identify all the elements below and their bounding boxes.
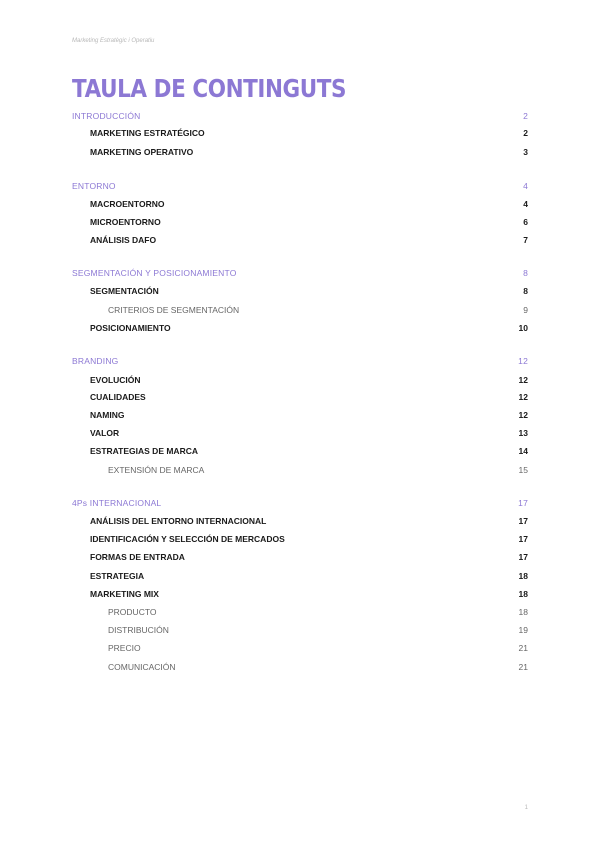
toc-entry[interactable] [72,514,528,528]
toc-entry[interactable] [72,532,528,546]
toc-entry-title: MACROENTORNO [90,199,165,209]
toc-entry-page: 15 [518,465,528,475]
toc-entry-title: ESTRATEGIA [90,571,145,581]
toc-entry-page: 2 [523,128,528,138]
toc-entry-title: IDENTIFICACIÓN Y SELECCIÓN DE MERCADOS [90,534,285,544]
toc-entry-title: VALOR [90,428,120,438]
toc-entry-page: 8 [523,286,528,296]
toc-entry[interactable] [72,660,528,674]
toc-entry-title: ANÁLISIS DEL ENTORNO INTERNACIONAL [90,516,267,526]
toc-entry-page: 17 [518,516,528,526]
toc-entry[interactable] [72,215,528,229]
toc-entry-title: INTRODUCCIÓN [72,111,141,121]
toc-entry-page: 10 [518,323,528,333]
toc-entry-title: ANÁLISIS DAFO [90,235,157,245]
toc-entry-title: CRITERIOS DE SEGMENTACIÓN [108,305,240,315]
toc-entry-page: 13 [518,428,528,438]
toc-entry[interactable] [72,463,528,477]
toc-entry[interactable] [72,303,528,317]
toc-entry[interactable] [72,496,528,510]
toc-entry-title: MICROENTORNO [90,217,161,227]
toc-entry-page: 4 [523,181,528,191]
toc-entry-title: DISTRIBUCIÓN [108,625,169,635]
page-number: 1 [524,805,528,811]
toc-entry-title: SEGMENTACIÓN [90,286,159,296]
toc-entry-page: 21 [518,643,528,653]
toc-entry-title: MARKETING ESTRATÉGICO [90,128,205,138]
toc-entry-title: FORMAS DE ENTRADA [90,552,185,562]
toc-entry-page: 21 [518,662,528,672]
toc-entry-page: 18 [518,589,528,599]
toc-entry[interactable] [72,145,528,159]
toc-entry[interactable] [72,233,528,247]
toc-entry-page: 4 [523,199,528,209]
toc-entry-page: 18 [518,571,528,581]
toc-entry[interactable] [72,587,528,601]
toc-entry-page: 3 [523,147,528,157]
toc-entry[interactable] [72,354,528,368]
toc-entry-page: 2 [523,111,528,121]
toc-entry-page: 12 [518,356,528,366]
toc-entry[interactable] [72,605,528,619]
toc-entry-title: PRODUCTO [108,607,157,617]
toc-entry-title: SEGMENTACIÓN Y POSICIONAMIENTO [72,268,237,278]
toc-entry-title: BRANDING [72,356,119,366]
running-header: Marketing Estratègic i Operatiu [72,38,155,44]
toc-entry[interactable] [72,109,528,123]
toc-entry-title: POSICIONAMIENTO [90,323,171,333]
toc-entry[interactable] [72,179,528,193]
toc-entry[interactable] [72,197,528,211]
toc-entry-title: NAMING [90,410,125,420]
toc-entry-title: CUALIDADES [90,392,146,402]
toc-entry-title: ESTRATEGIAS DE MARCA [90,446,198,456]
toc-entry[interactable] [72,623,528,637]
toc-entry-title: MARKETING OPERATIVO [90,147,194,157]
toc-entry[interactable] [72,426,528,440]
toc-entry-title: EXTENSIÓN DE MARCA [108,465,205,475]
toc-entry[interactable] [72,126,528,140]
toc-entry-page: 17 [518,498,528,508]
toc-entry-page: 18 [518,607,528,617]
toc-entry[interactable] [72,408,528,422]
toc-entry-title: COMUNICACIÓN [108,662,176,672]
toc-entry-title: EVOLUCIÓN [90,375,141,385]
page-title: TAULA DE CONTINGUTS [72,74,347,103]
toc-entry-title: MARKETING MIX [90,589,159,599]
toc-entry[interactable] [72,569,528,583]
toc-entry-page: 9 [523,305,528,315]
toc-entry[interactable] [72,266,528,280]
toc-entry[interactable] [72,321,528,335]
toc-entry[interactable] [72,390,528,404]
toc-entry-page: 12 [518,375,528,385]
toc-entry[interactable] [72,550,528,564]
toc-entry-page: 12 [518,410,528,420]
toc-entry-page: 19 [518,625,528,635]
toc-entry[interactable] [72,641,528,655]
toc-entry-title: 4Ps INTERNACIONAL [72,498,162,508]
toc-entry-page: 8 [523,268,528,278]
toc-entry-title: ENTORNO [72,181,116,191]
toc-entry[interactable] [72,444,528,458]
toc-entry-page: 6 [523,217,528,227]
toc-entry-page: 17 [518,552,528,562]
toc-entry-page: 17 [518,534,528,544]
toc-entry-title: PRECIO [108,643,141,653]
toc-entry-page: 7 [523,235,528,245]
toc-entry-page: 14 [518,446,528,456]
toc-entry[interactable] [72,373,528,387]
toc-entry[interactable] [72,284,528,298]
toc-entry-page: 12 [518,392,528,402]
